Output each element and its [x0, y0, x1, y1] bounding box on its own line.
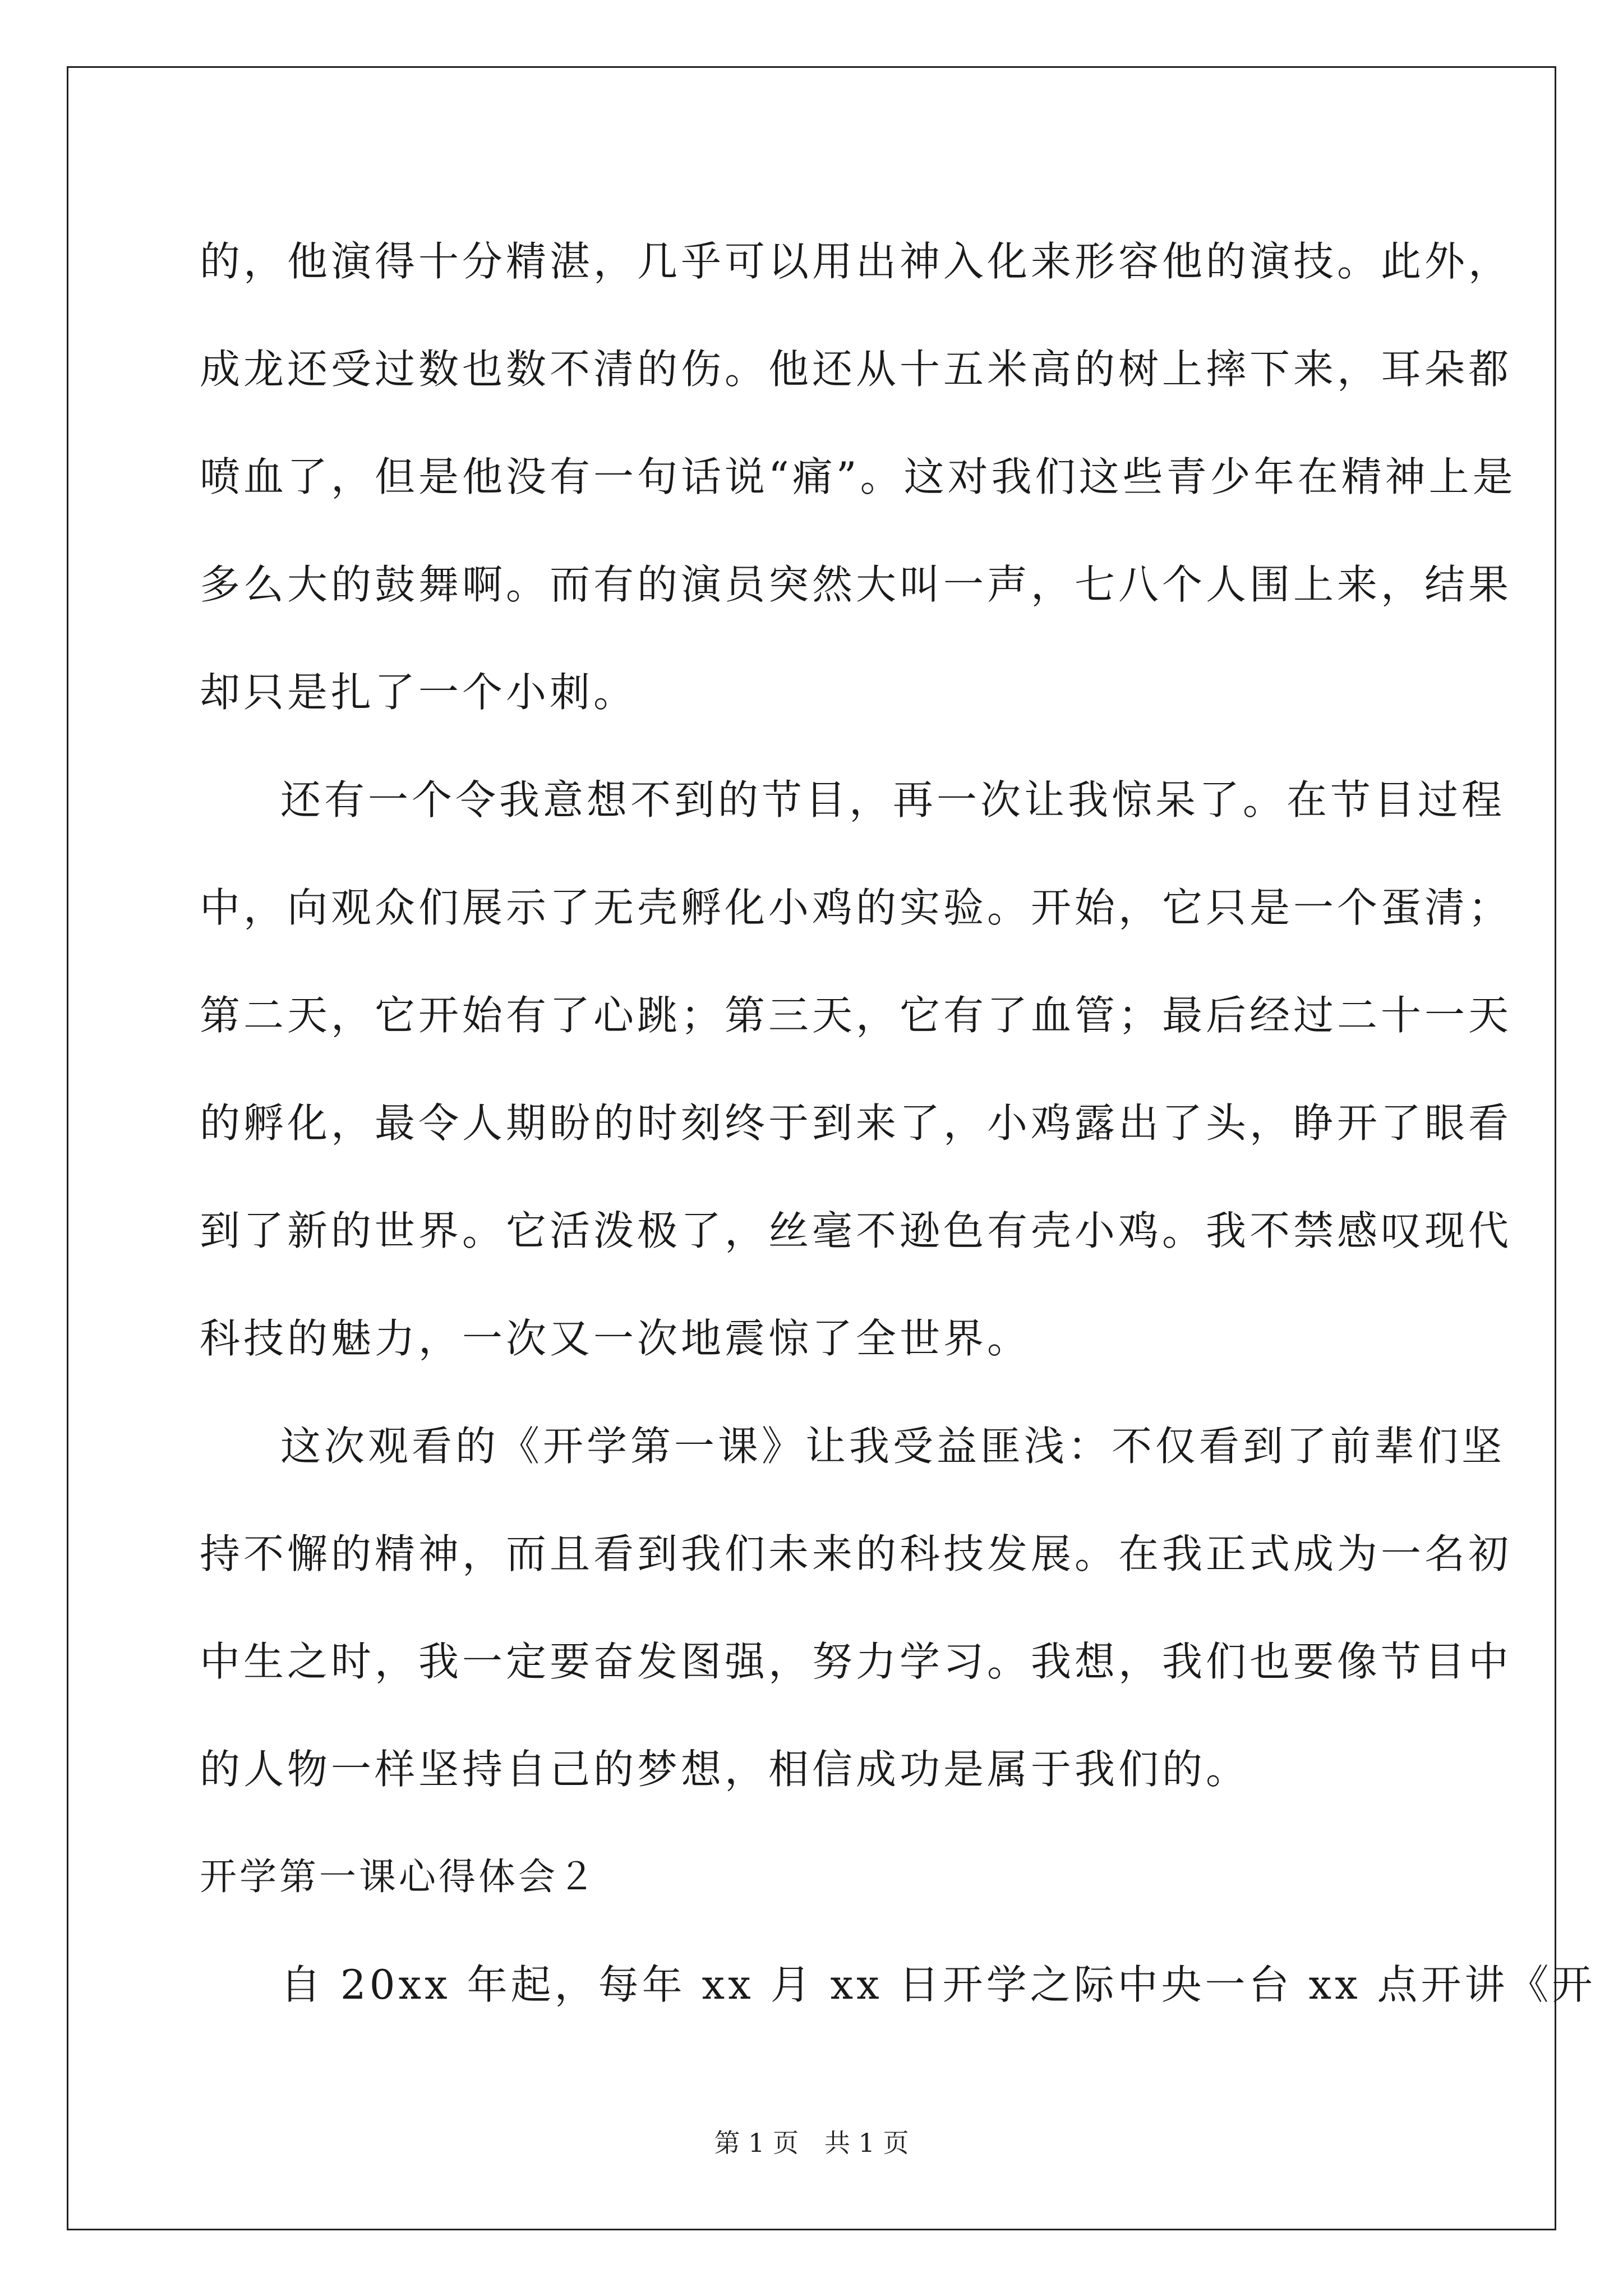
document-body [200, 208, 1596, 2039]
paragraph-line: 的人物一样坚持自己的梦想，相信成功是属于我们的。 [200, 1746, 1250, 1793]
paragraph-line: 还有一个令我意想不到的节目，再一次让我惊呆了。在节目过程 [280, 776, 1506, 823]
paragraph-line: 中生之时，我一定要奋发图强，努力学习。我想，我们也要像节目中 [200, 1638, 1513, 1685]
paragraph-line: 第二天，它开始有了心跳；第三天，它有了血管；最后经过二十一天 [200, 992, 1513, 1039]
paragraph-line: 的，他演得十分精湛，几乎可以用出神入化来形容他的演技。此外， [200, 238, 1513, 285]
paragraph-line: 科技的魅力，一次又一次地震惊了全世界。 [200, 1315, 1031, 1362]
section-heading: 开学第一课心得体会２ [200, 1855, 598, 1898]
paragraph-line: 多么大的鼓舞啊。而有的演员突然大叫一声，七八个人围上来，结果 [200, 561, 1513, 608]
paragraph-line: 到了新的世界。它活泼极了，丝毫不逊色有壳小鸡。我不禁感叹现代 [200, 1207, 1513, 1254]
paragraph-line: 的孵化，最令人期盼的时刻终于到来了，小鸡露出了头，睁开了眼看 [200, 1099, 1513, 1147]
paragraph-line: 成龙还受过数也数不清的伤。他还从十五米高的树上摔下来，耳朵都 [200, 346, 1513, 393]
paragraph-line: 喷血了，但是他没有一句话说“痛”。这对我们这些青少年在精神上是 [200, 453, 1516, 500]
paragraph-line: 中，向观众们展示了无壳孵化小鸡的实验。开始，它只是一个蛋清； [200, 884, 1513, 931]
page-footer: 第 1 页 共 1 页 [714, 2128, 909, 2158]
paragraph-line: 这次观看的《开学第一课》让我受益匪浅：不仅看到了前辈们坚 [280, 1423, 1506, 1470]
paragraph-line: 却只是扎了一个小刺。 [200, 669, 638, 716]
paragraph-line: 持不懈的精神，而且看到我们未来的科技发展。在我正式成为一名初 [200, 1530, 1513, 1577]
paragraph-line: 自 20xx 年起，每年 xx 月 xx 日开学之际中央一台 xx 点开讲《开 [280, 1961, 1596, 2008]
